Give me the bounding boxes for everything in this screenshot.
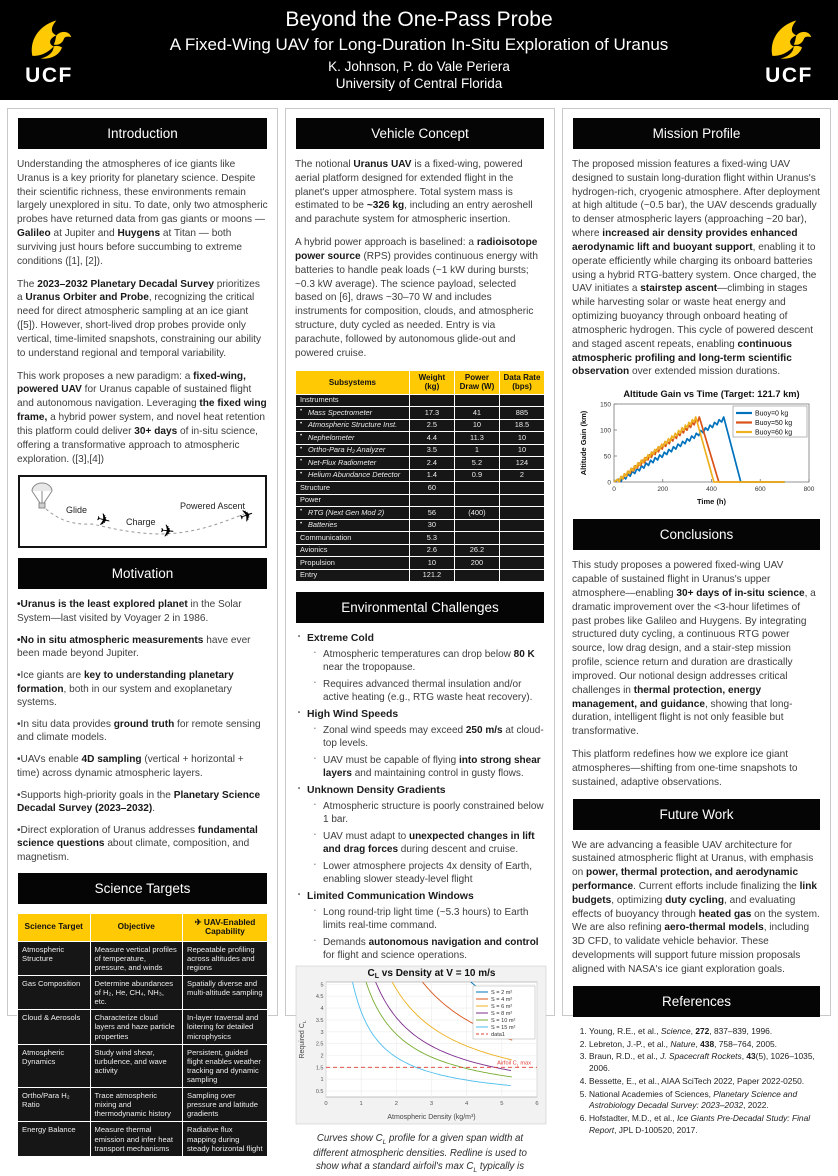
svg-text:5: 5 [500, 1101, 504, 1108]
svg-text:0: 0 [324, 1101, 328, 1108]
table-row: • Mass Spectrometer 17.3 41 885 [296, 407, 545, 420]
introduction-text [17, 158, 268, 466]
poster-affiliation: University of Central Florida [335, 75, 503, 91]
svg-text:50: 50 [603, 453, 611, 461]
table-row: Gas Composition Determine abundances of H₂, He, CH₄, NH₃, etc. Spatially diverse and multi-altitude sampling [18, 976, 268, 1010]
future-work-text [572, 839, 821, 977]
charge-label: Charge [126, 517, 156, 528]
table-row: • Atmospheric Structure Inst. 2.5 10 18.5 [296, 419, 545, 432]
left-column [7, 108, 278, 1153]
svg-text:Buoy=50 kg: Buoy=50 kg [754, 420, 792, 428]
poster-header [0, 0, 838, 100]
svg-text:1: 1 [359, 1101, 363, 1108]
column-header: Science Target [18, 913, 91, 941]
challenge-item: • Zonal wind speeds may exceed 250 m/s at cloud-top levels. [323, 724, 545, 750]
motivation-bullet: •UAVs enable 4D sampling (vertical + horizontal + time) across dynamic atmospheric layers. [17, 754, 244, 779]
svg-text:2: 2 [320, 1053, 324, 1060]
svg-text:1.5: 1.5 [315, 1065, 324, 1072]
motivation-bullet: •Uranus is the least explored planet in the Solar System—last visited by Voyager 2 in 1986. [17, 599, 242, 624]
motivation-list [17, 598, 268, 864]
svg-text:4: 4 [320, 1006, 324, 1013]
environmental-challenges-list [295, 632, 545, 962]
ucf-logo-text: UCF [25, 64, 73, 87]
paragraph: This work proposes a new paradigm: a fixed-wing, powered UAV for Uranus capable of sustained flight and autonomous navigation. Leveraging the fixed wing frame, a hybrid power system, and novel heat retention this platform could deliver 30+ days of in-situ science, offering a transformative approach to atmospheric exploration. ([3],[4]) [17, 370, 267, 465]
svg-text:400: 400 [705, 486, 717, 494]
svg-text:S = 10 m²: S = 10 m² [491, 1018, 516, 1025]
challenge-item: • Lower atmosphere projects 4x density of Earth, enabling slower steady-level flight [323, 860, 545, 886]
challenge-item: • Long round-trip light time (~5.3 hours) to Earth limits real-time command. [323, 906, 545, 932]
reference-item: 1. Young, R.E., et al., Science, 272, 837–839, 1996. [589, 1026, 821, 1038]
ucf-pegasus-icon [23, 14, 75, 64]
svg-text:3.5: 3.5 [315, 1018, 324, 1025]
svg-text:S = 8 m²: S = 8 m² [491, 1011, 513, 1018]
svg-text:S = 15 m²: S = 15 m² [491, 1025, 516, 1032]
references-list [572, 1026, 821, 1137]
svg-text:5: 5 [320, 982, 324, 989]
column-header: ✈ UAV-Enabled Capability [183, 913, 268, 941]
motivation-bullet: •Direct exploration of Uranus addresses fundamental science questions about climate, composition, and magnetism. [17, 824, 258, 863]
paragraph: We are advancing a feasible UAV architecture for sustained atmospheric flight at Uranus, with emphasis on power, thermal protection, and aerodynamic performance. Current efforts include finalizing the link budgets, optimizing duty cycling, and evaluating effects of buoyancy through heated gas on the system. We are also refining aero-thermal models, including 3D CFD, to validate vehicle behavior. These developments will support future mission proposals aligned with NASA's ice giant exploration goals. [572, 839, 820, 975]
table-row: Atmospheric Dynamics Study wind shear, turbulence, and wave activity Persistent, guided flight enables weather tracking and dynamic sampling [18, 1044, 268, 1087]
subsystems-table [295, 370, 545, 583]
table-row: Communication 5.3 [296, 532, 545, 545]
paragraph: This study proposes a powered fixed-wing UAV capable of sustained flight in Uranus's upper atmosphere—enabling 30+ days of in-situ science, a dramatic improvement over the <3-hour lifetimes of past probes like Galileo and Huygens. By integrating structured duty cycling, a continuous RTG power source, low drag design, and a stair-step mission profile, science return and duration are drastically improved. Our notional design addresses critical challenges in thermal protection, energy management, and guidance, showing that long-duration, intelligent flight is not only feasible but transformative. [572, 560, 816, 738]
column-header: Power Draw (W) [454, 370, 499, 394]
svg-text:100: 100 [599, 427, 611, 435]
svg-text:150: 150 [599, 401, 611, 409]
parachute-icon [32, 483, 52, 508]
svg-text:Altitude Gain vs Time (Target: Altitude Gain vs Time (Target: 121.7 km) [622, 389, 800, 400]
flight-profile-diagram [18, 475, 267, 548]
ucf-logo-left [12, 14, 86, 86]
table-row: Power [296, 494, 545, 507]
svg-text:2.5: 2.5 [315, 1041, 324, 1048]
conclusions-text [572, 559, 821, 789]
table-row: • Ortho-Para H₂ Analyzer 3.5 1 10 [296, 444, 545, 457]
ucf-logo-text: UCF [765, 64, 813, 87]
table-row: Structure 60 [296, 482, 545, 495]
paragraph: A hybrid power approach is baselined: a radioisotope power source (RPS) provides continuous energy with batteries to handle peak loads (~1 kW during bursts; ~0.3 kW average). The science payload, selected based on [6], draws ~30–70 W and includes instruments for composition, clouds, and atmospheric structure, duty cycled as needed. Entry is via parachute, followed by autonomous glide-out and powered cruise. [295, 237, 538, 359]
svg-text:Buoy=60 kg: Buoy=60 kg [754, 429, 792, 437]
table-row: • Net-Flux Radiometer 2.4 5.2 124 [296, 457, 545, 470]
svg-text:S = 2 m²: S = 2 m² [491, 990, 513, 997]
glide-plane-icon: ✈ [94, 509, 113, 532]
svg-text:800: 800 [803, 486, 814, 494]
motivation-bullet: •In situ data provides ground truth for remote sensing and climate models. [17, 718, 261, 744]
column-header: Subsystems [296, 370, 410, 394]
right-column [562, 108, 831, 1135]
paragraph: The 2023–2032 Planetary Decadal Survey prioritizes a Uranus Orbiter and Probe, recognizing the critical need for direct atmospheric sampling at an ice giant ([5]). However, short-lived drop probes provide only vertical, time-limited snapshots, constraining our ability to understand regional and temporal variability. [17, 278, 262, 359]
column-header: Objective [90, 913, 183, 941]
svg-text:200: 200 [656, 486, 668, 494]
section-header-future-work: Future Work [573, 799, 820, 830]
challenge-item: • Atmospheric structure is poorly constrained below 1 bar. [323, 800, 545, 826]
ucf-logo-right [752, 14, 826, 86]
poster-titles [86, 7, 752, 92]
challenge-item: • UAV must be capable of flying into strong shear layers and maintaining control in gusty flows. [323, 754, 545, 780]
section-header-conclusions: Conclusions [573, 519, 820, 550]
section-header-introduction: Introduction [18, 118, 267, 149]
vehicle-concept-text [295, 158, 545, 361]
svg-text:CL vs Density at V = 10 m/s: $C_L$ vs Density at V = 10 m/s [367, 968, 496, 981]
svg-text:6: 6 [535, 1101, 539, 1108]
section-header-motivation: Motivation [18, 558, 267, 589]
cl-chart-caption: Curves show $C_L$ profile for a given span width at different atmospheric densities. Redline is used to show what a standard airfoil's $\max C_L$ typically is [313, 1133, 527, 1174]
ascent-plane-icon: ✈ [236, 504, 257, 528]
svg-text:0: 0 [611, 486, 616, 494]
svg-text:1: 1 [320, 1077, 324, 1084]
svg-text:Atmospheric Density (kg/m³): Atmospheric Density (kg/m³) [387, 1114, 476, 1122]
table-row: Cloud & Aerosols Characterize cloud layers and haze particle properties In-layer traversal and loitering for detailed microphysics [18, 1010, 268, 1044]
challenge-item: • UAV must adapt to unexpected changes in lift and drag forces during descent and cruise. [323, 830, 545, 856]
challenge-title: • High Wind Speeds [307, 708, 545, 721]
poster-body [0, 100, 838, 1174]
paragraph: Understanding the atmospheres of ice giants like Uranus is a key priority for planetary science. Despite their scientific richness, these environments remain largely unexplored in situ. To date, only two atmospheric probes have returned data from gas giants or moons — Galileo at Jupiter and Huygens at Titan — both surviving just hours before succumbing to extreme conditions ([1], [2]). [17, 159, 268, 267]
svg-text:0: 0 [606, 479, 611, 487]
table-row: • Batteries 30 [296, 519, 545, 532]
motivation-bullet: •Ice giants are key to understanding planetary formation, both in our system and exoplanetary systems. [17, 670, 234, 708]
paragraph: The proposed mission features a fixed-wing UAV designed to sustain long-duration flight within Uranus's hydrogen-rich, cryogenic atmosphere. After deployment at high altitude (~0.5 bar), the UAV descends gradually to denser atmospheric layers (approaching ~20 bar), where increased air density provides enhanced aerodynamic lift and buoyant support, enabling it to operate efficiently while charging its onboard batteries using a hybrid RTG-battery system. Once charged, the UAV initiates a stairstep ascent—climbing in stages while harvesting solar or waste heat energy and optimizing buoyancy through onboard heating of atmospheric hydrogen. This cycle of powered descent and staged ascent repeats, enabling continuous atmospheric profiling and long-term scientific observation over extended mission durations. [572, 159, 820, 378]
challenge-title: • Unknown Density Gradients [307, 784, 545, 797]
poster-title: Beyond the One-Pass Probe [285, 8, 553, 32]
svg-text:S = 4 m²: S = 4 m² [491, 997, 513, 1004]
reference-item: 2. Lebreton, J.-P., et al., Nature, 438, 758–764, 2005. [589, 1039, 821, 1051]
motivation-bullet: •Supports high-priority goals in the Planetary Science Decadal Survey (2023–2032). [17, 789, 261, 814]
challenge-title: • Limited Communication Windows [307, 890, 545, 903]
column-header: Data Rate (bps) [499, 370, 544, 394]
paragraph: This platform redefines how we explore ice giant atmospheres—shifting from one-time snapshots to sustained, adaptive observations. [572, 749, 798, 788]
motivation-bullet: •No in situ atmospheric measurements have ever been made beyond Jupiter. [17, 634, 251, 660]
svg-text:Time (h): Time (h) [696, 497, 726, 507]
reference-item: 6. Hofstadter, M.D., et al., Ice Giants Pre-Decadal Study: Final Report, JPL D-100520, 2017. [589, 1113, 821, 1137]
powered-ascent-label: Powered Ascent [180, 501, 246, 512]
table-row: Propulsion 10 200 [296, 557, 545, 570]
table-row: Energy Balance Measure thermal emission and infer heat transport mechanisms Radiative flux mapping during steady horizontal flight [18, 1122, 268, 1156]
reference-item: 4. Bessette, E., et al., AIAA SciTech 2022, Paper 2022-0250. [589, 1076, 821, 1088]
cl-chart-svg [296, 966, 546, 1124]
section-header-references: References [573, 986, 820, 1017]
ucf-pegasus-icon [763, 14, 815, 64]
svg-text:4.5: 4.5 [315, 994, 324, 1001]
reference-item: 5. National Academies of Sciences, Planetary Science and Astrobiology Decadal Survey: 2023–2032, 2022. [589, 1089, 821, 1113]
section-header-mission-profile: Mission Profile [573, 118, 820, 149]
svg-text:3: 3 [320, 1030, 324, 1037]
cl-vs-density-chart [296, 966, 544, 1129]
challenge-item: • Demands autonomous navigation and control for flight and science operations. [323, 936, 545, 962]
svg-text:3: 3 [429, 1101, 434, 1108]
svg-text:Altitude Gain (km): Altitude Gain (km) [578, 410, 588, 476]
altitude-chart-svg [578, 388, 816, 508]
challenge-item: • Requires advanced thermal insulation and/or active heating (e.g., RTG waste heat recovery). [323, 678, 545, 704]
svg-text:Airfoil CL max: Airfoil $C_L$ max [497, 1060, 531, 1068]
table-row: • RTG (Next Gen Mod 2) 56 (400) [296, 507, 545, 520]
middle-column [285, 108, 555, 1174]
poster-authors: K. Johnson, P. do Vale Periera [328, 58, 510, 74]
svg-text:0.5: 0.5 [315, 1089, 324, 1096]
paragraph: The notional Uranus UAV is a fixed-wing, powered aerial platform designed for extended flight in the planet's upper atmosphere. Total system mass is estimated to be ~326 kg, including an entry aeroshell and parachute system for atmospheric insertion. [295, 159, 533, 226]
section-header-vehicle-concept: Vehicle Concept [296, 118, 544, 149]
svg-text:2: 2 [394, 1101, 398, 1108]
altitude-gain-chart [572, 388, 821, 513]
table-row: Entry 121.2 [296, 569, 545, 582]
table-row: Atmospheric Structure Measure vertical profiles of temperature, pressure, and winds Repeatable profiling across altitudes and regions [18, 941, 268, 975]
mission-profile-text [572, 158, 821, 379]
table-row: Avionics 2.6 26.2 [296, 544, 545, 557]
svg-text:4: 4 [465, 1101, 469, 1108]
table-row: Ortho/Para H₂ Ratio Trace atmospheric mixing and thermodynamic history Sampling over pressure and latitude gradients [18, 1088, 268, 1122]
uav-plane-icon: ✈ [194, 916, 204, 927]
poster-subtitle: A Fixed-Wing UAV for Long-Duration In-Situ Exploration of Uranus [169, 34, 669, 54]
table-row: Instruments [296, 394, 545, 407]
svg-text:Buoy=0 kg: Buoy=0 kg [754, 410, 788, 418]
section-header-science-targets: Science Targets [18, 873, 267, 904]
svg-text:Required CL: Required $C_L$ [299, 1020, 308, 1059]
svg-text:600: 600 [754, 486, 766, 494]
column-header: Weight (kg) [409, 370, 454, 394]
reference-item: 3. Braun, R.D., et al., J. Spacecraft Rockets, 43(5), 1026–1035, 2006. [589, 1051, 821, 1075]
science-targets-table [17, 913, 268, 1157]
svg-text:S = 6 m²: S = 6 m² [491, 1004, 513, 1011]
glide-label: Glide [66, 505, 88, 516]
challenge-title: • Extreme Cold [307, 632, 545, 645]
svg-text:data1: data1 [491, 1032, 505, 1039]
table-row: • Helium Abundance Detector 1.4 0.9 2 [296, 469, 545, 482]
table-row: • Nephelometer 4.4 11.3 10 [296, 432, 545, 445]
section-header-environmental-challenges: Environmental Challenges [296, 592, 544, 623]
challenge-item: • Atmospheric temperatures can drop below 80 K near the tropopause. [323, 648, 545, 674]
charge-plane-icon: ✈ [159, 521, 176, 543]
